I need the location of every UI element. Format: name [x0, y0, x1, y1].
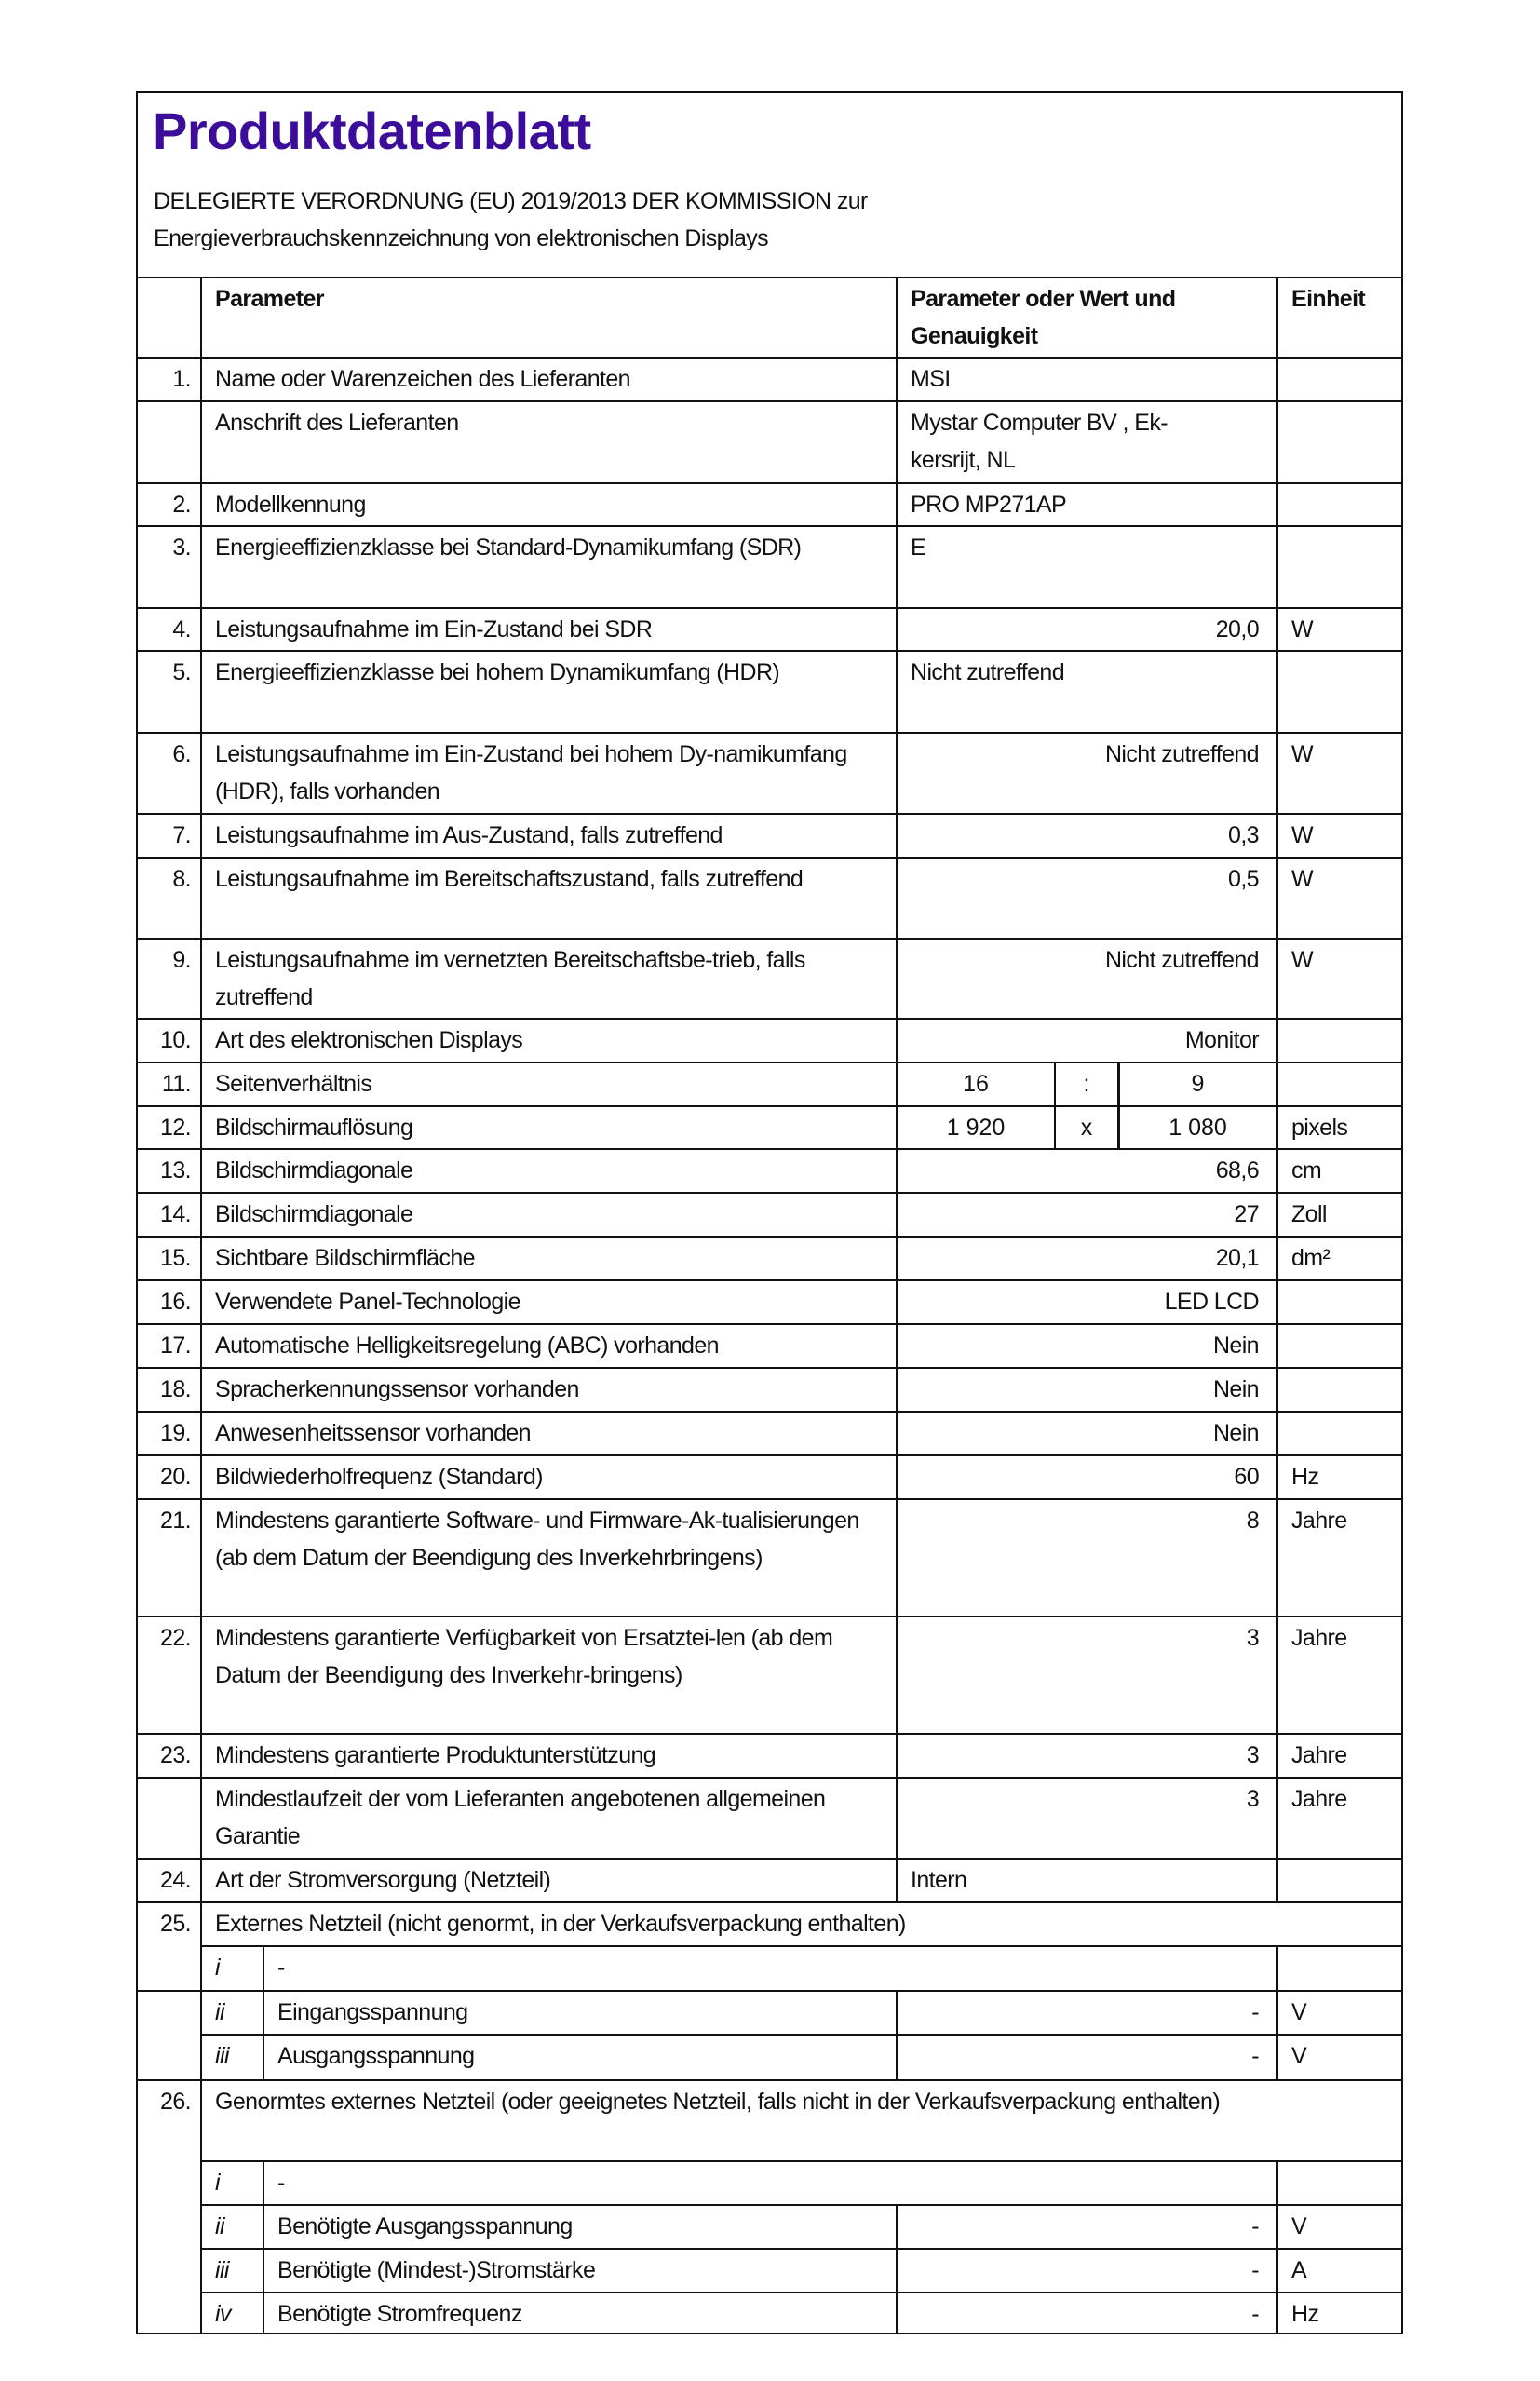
row-parameter: Verwendete Panel-Technologie [202, 1281, 898, 1323]
row-number: 8. [138, 859, 202, 938]
row-number: 24. [138, 1860, 202, 1901]
row-number: 25. [138, 1903, 202, 2079]
row-value: 3 [898, 1617, 1278, 1733]
table-row [138, 734, 1401, 815]
row-number: 14. [138, 1194, 202, 1236]
row-unit: W [1291, 822, 1313, 848]
row-unit: Jahre [1291, 1625, 1347, 1651]
row-number: 20. [138, 1456, 202, 1498]
resolution-separator: x [1056, 1107, 1120, 1148]
table-row [138, 402, 1401, 484]
sub-label: i [202, 1947, 264, 1990]
sub-label: iv [202, 2293, 264, 2334]
row-value: 68,6 [898, 1150, 1278, 1192]
table-row [138, 859, 1401, 940]
table-row [138, 1194, 1401, 1238]
row-value: 0,3 [898, 815, 1278, 857]
row-value: Nicht zutreffend [898, 940, 1278, 1018]
row-parameter: Mindestens garantierte Verfügbarkeit von Ersatztei-len (ab dem Datum der Beendigung des Inverkehr-bringens) [202, 1617, 898, 1733]
row-value: Nein [898, 1369, 1278, 1411]
sub-parameter: Benötigte Ausgangsspannung [264, 2206, 898, 2248]
table-row [138, 1107, 1401, 1150]
table-row [138, 1735, 1401, 1779]
sub-parameter: - [264, 1947, 1278, 1990]
row-unit: W [1291, 866, 1313, 892]
row-parameter: Automatische Helligkeitsregelung (ABC) vorhanden [202, 1325, 898, 1367]
table-row [138, 609, 1401, 652]
sub-parameter: - [264, 2162, 1278, 2204]
row-number: 4. [138, 609, 202, 650]
row-parameter: Bildschirmdiagonale [202, 1194, 898, 1236]
row-value: PRO MP271AP [898, 484, 1278, 525]
row-unit [1278, 1413, 1401, 1454]
row-parameter: Leistungsaufnahme im vernetzten Bereitschaftsbe-trieb, falls zutreffend [202, 940, 898, 1018]
table-row [138, 1500, 1401, 1617]
table-row [138, 1369, 1401, 1413]
row-unit: dm² [1291, 1245, 1331, 1271]
row-parameter: Leistungsaufnahme im Aus-Zustand, falls zutreffend [202, 815, 898, 857]
page-title: Produktdatenblatt [153, 101, 591, 160]
row-number: 21. [138, 1500, 202, 1616]
sub-label: iii [202, 2250, 264, 2292]
sub-row [202, 2250, 1401, 2293]
row-parameter: Bildschirmdiagonale [202, 1150, 898, 1192]
row-value: 0,5 [898, 859, 1278, 938]
row-unit: Jahre [1291, 1742, 1347, 1768]
row-value: Intern [898, 1860, 1278, 1901]
row-value: Nicht zutreffend [898, 652, 1278, 732]
section-title: Genormtes externes Netzteil (oder geeignetes Netzteil, falls nicht in der Verkaufsverpackung enthalten) [215, 2089, 1221, 2115]
row-number: 26. [138, 2081, 202, 2334]
row-number: 13. [138, 1150, 202, 1192]
product-data-sheet [136, 91, 1403, 2334]
row-number: 1. [138, 359, 202, 400]
sub-row [202, 2206, 1401, 2250]
aspect-ratio-width: 16 [898, 1063, 1056, 1105]
row-number: 12. [138, 1107, 202, 1148]
sub-label: ii [202, 1992, 264, 2034]
row-value: 3 [898, 1779, 1278, 1858]
row-parameter: Bildwiederholfrequenz (Standard) [202, 1456, 898, 1498]
table-row [138, 940, 1401, 1020]
header-parameter: Parameter [202, 278, 898, 357]
table-row [138, 1281, 1401, 1325]
row-parameter: Modellkennung [202, 484, 898, 525]
row-number: 16. [138, 1281, 202, 1323]
row-value: E [898, 527, 1278, 607]
table-row [138, 1063, 1401, 1107]
row-number [138, 1779, 202, 1858]
sub-unit [1278, 1947, 1401, 1990]
row-value: 20,1 [898, 1238, 1278, 1279]
row-number: 17. [138, 1325, 202, 1367]
sub-row [138, 1947, 1401, 1992]
table-row [138, 1020, 1401, 1063]
row-unit: Hz [1291, 1464, 1319, 1490]
row-number: 9. [138, 940, 202, 1018]
table-row [138, 1456, 1401, 1500]
sub-unit [1278, 2162, 1401, 2204]
row-unit [1278, 1369, 1401, 1411]
row-unit [1278, 484, 1401, 525]
sub-parameter: Benötigte Stromfrequenz [264, 2293, 898, 2334]
table-row [138, 1617, 1401, 1735]
row-parameter: Leistungsaufnahme im Bereitschaftszustand, falls zutreffend [202, 859, 898, 938]
sub-row [202, 2036, 1401, 2079]
sub-label: i [202, 2162, 264, 2204]
sub-row [202, 2293, 1401, 2334]
row-unit: Zoll [1291, 1201, 1327, 1227]
subtitle-line-1: DELEGIERTE VERORDNUNG (EU) 2019/2013 DER KOMMISSION zur [154, 188, 868, 214]
row-unit [1278, 1063, 1401, 1105]
table-row [138, 815, 1401, 859]
resolution-height: 1 080 [1120, 1107, 1278, 1148]
row-value: Nein [898, 1325, 1278, 1367]
row-number: 23. [138, 1735, 202, 1777]
sub-row [202, 1992, 1401, 2036]
row-value: 3 [898, 1735, 1278, 1777]
row-number [138, 402, 202, 482]
row-parameter: Art der Stromversorgung (Netzteil) [202, 1860, 898, 1901]
row-parameter: Seitenverhältnis [202, 1063, 898, 1105]
row-number: 7. [138, 815, 202, 857]
row-unit [1278, 1860, 1401, 1901]
row-unit [1278, 1325, 1401, 1367]
sub-unit: A [1291, 2257, 1307, 2283]
row-value: 8 [898, 1500, 1278, 1616]
sub-value: - [898, 2036, 1278, 2079]
section-25-external-psu [138, 1903, 1401, 2081]
section-title-row [202, 2081, 1401, 2162]
row-value: Nein [898, 1413, 1278, 1454]
row-number: 10. [138, 1020, 202, 1062]
row-parameter: Energieeffizienzklasse bei Standard-Dynamikumfang (SDR) [202, 527, 898, 607]
row-parameter: Mindestlaufzeit der vom Lieferanten angebotenen allgemeinen Garantie [202, 1779, 898, 1858]
row-number: 3. [138, 527, 202, 607]
row-unit [1278, 1020, 1401, 1062]
aspect-ratio-separator: : [1056, 1063, 1120, 1105]
table-row [138, 1860, 1401, 1903]
row-number: 6. [138, 734, 202, 813]
row-value: Mystar Computer BV , Ek-kersrijt, NL [898, 402, 1278, 482]
header-number [138, 278, 202, 357]
row-unit [1278, 527, 1401, 607]
sub-value: - [898, 2250, 1278, 2292]
table-row [138, 1325, 1401, 1369]
title-block [138, 93, 1401, 278]
sub-unit: V [1291, 2043, 1307, 2069]
sub-parameter: Eingangsspannung [264, 1992, 898, 2034]
row-value: 60 [898, 1456, 1278, 1498]
section-26-standard-psu [138, 2081, 1401, 2334]
row-parameter: Leistungsaufnahme im Ein-Zustand bei hohem Dy-namikumfang (HDR), falls vorhanden [202, 734, 898, 813]
row-unit [1278, 402, 1401, 482]
row-parameter: Mindestens garantierte Software- und Firmware-Ak-tualisierungen (ab dem Datum der Beendigung des Inverkehrbringens) [202, 1500, 898, 1616]
row-parameter: Bildschirmauflösung [202, 1107, 898, 1148]
regulation-subtitle [154, 183, 1271, 257]
row-number: 15. [138, 1238, 202, 1279]
table-row [138, 484, 1401, 527]
sub-label: iii [202, 2036, 264, 2079]
section-title: Externes Netzteil (nicht genormt, in der Verkaufsverpackung enthalten) [215, 1911, 906, 1937]
row-unit [1278, 652, 1401, 732]
row-unit: cm [1291, 1157, 1322, 1184]
table-row [138, 652, 1401, 734]
row-parameter: Mindestens garantierte Produktunterstützung [202, 1735, 898, 1777]
sub-unit: V [1291, 2213, 1307, 2239]
table-row [138, 1779, 1401, 1860]
row-unit: W [1291, 616, 1313, 643]
sub-row [202, 2162, 1401, 2206]
sub-unit: Hz [1291, 2301, 1319, 2327]
row-value: Nicht zutreffend [898, 734, 1278, 813]
row-parameter: Anwesenheitssensor vorhanden [202, 1413, 898, 1454]
sub-label: ii [202, 2206, 264, 2248]
aspect-ratio-height: 9 [1120, 1063, 1278, 1105]
resolution-width: 1 920 [898, 1107, 1056, 1148]
row-unit: pixels [1291, 1115, 1348, 1141]
row-value: 20,0 [898, 609, 1278, 650]
table-row [138, 527, 1401, 609]
row-number: 22. [138, 1617, 202, 1733]
row-parameter: Sichtbare Bildschirmfläche [202, 1238, 898, 1279]
table-row [138, 1150, 1401, 1194]
sub-parameter: Benötigte (Mindest-)Stromstärke [264, 2250, 898, 2292]
row-unit: Jahre [1291, 1508, 1347, 1534]
row-value: LED LCD [898, 1281, 1278, 1323]
row-unit: W [1291, 741, 1313, 767]
row-unit [1278, 1281, 1401, 1323]
row-unit: W [1291, 947, 1313, 973]
subtitle-line-2: Energieverbrauchskennzeichnung von elektronischen Displays [154, 225, 769, 251]
row-value: 27 [898, 1194, 1278, 1236]
table-row [138, 1413, 1401, 1456]
header-unit: Einheit [1291, 286, 1366, 312]
sub-value: - [898, 2293, 1278, 2334]
row-parameter: Energieeffizienzklasse bei hohem Dynamikumfang (HDR) [202, 652, 898, 732]
section-title-row [202, 1903, 1401, 1947]
row-parameter: Name oder Warenzeichen des Lieferanten [202, 359, 898, 400]
row-number: 11. [138, 1063, 202, 1105]
row-unit [1278, 359, 1401, 400]
row-number: 5. [138, 652, 202, 732]
row-value: MSI [898, 359, 1278, 400]
header-value: Parameter oder Wert und Genauigkeit [898, 278, 1278, 357]
table-row [138, 1238, 1401, 1281]
row-parameter: Leistungsaufnahme im Ein-Zustand bei SDR [202, 609, 898, 650]
row-number: 2. [138, 484, 202, 525]
row-parameter: Art des elektronischen Displays [202, 1020, 898, 1062]
table-header [138, 278, 1401, 359]
row-parameter: Anschrift des Lieferanten [202, 402, 898, 482]
row-number: 19. [138, 1413, 202, 1454]
sub-value: - [898, 1992, 1278, 2034]
row-value: Monitor [898, 1020, 1278, 1062]
table-row [138, 359, 1401, 402]
sub-unit: V [1291, 1999, 1307, 2025]
sub-parameter: Ausgangsspannung [264, 2036, 898, 2079]
row-parameter: Spracherkennungssensor vorhanden [202, 1369, 898, 1411]
sub-value: - [898, 2206, 1278, 2248]
row-number: 18. [138, 1369, 202, 1411]
row-unit: Jahre [1291, 1786, 1347, 1812]
